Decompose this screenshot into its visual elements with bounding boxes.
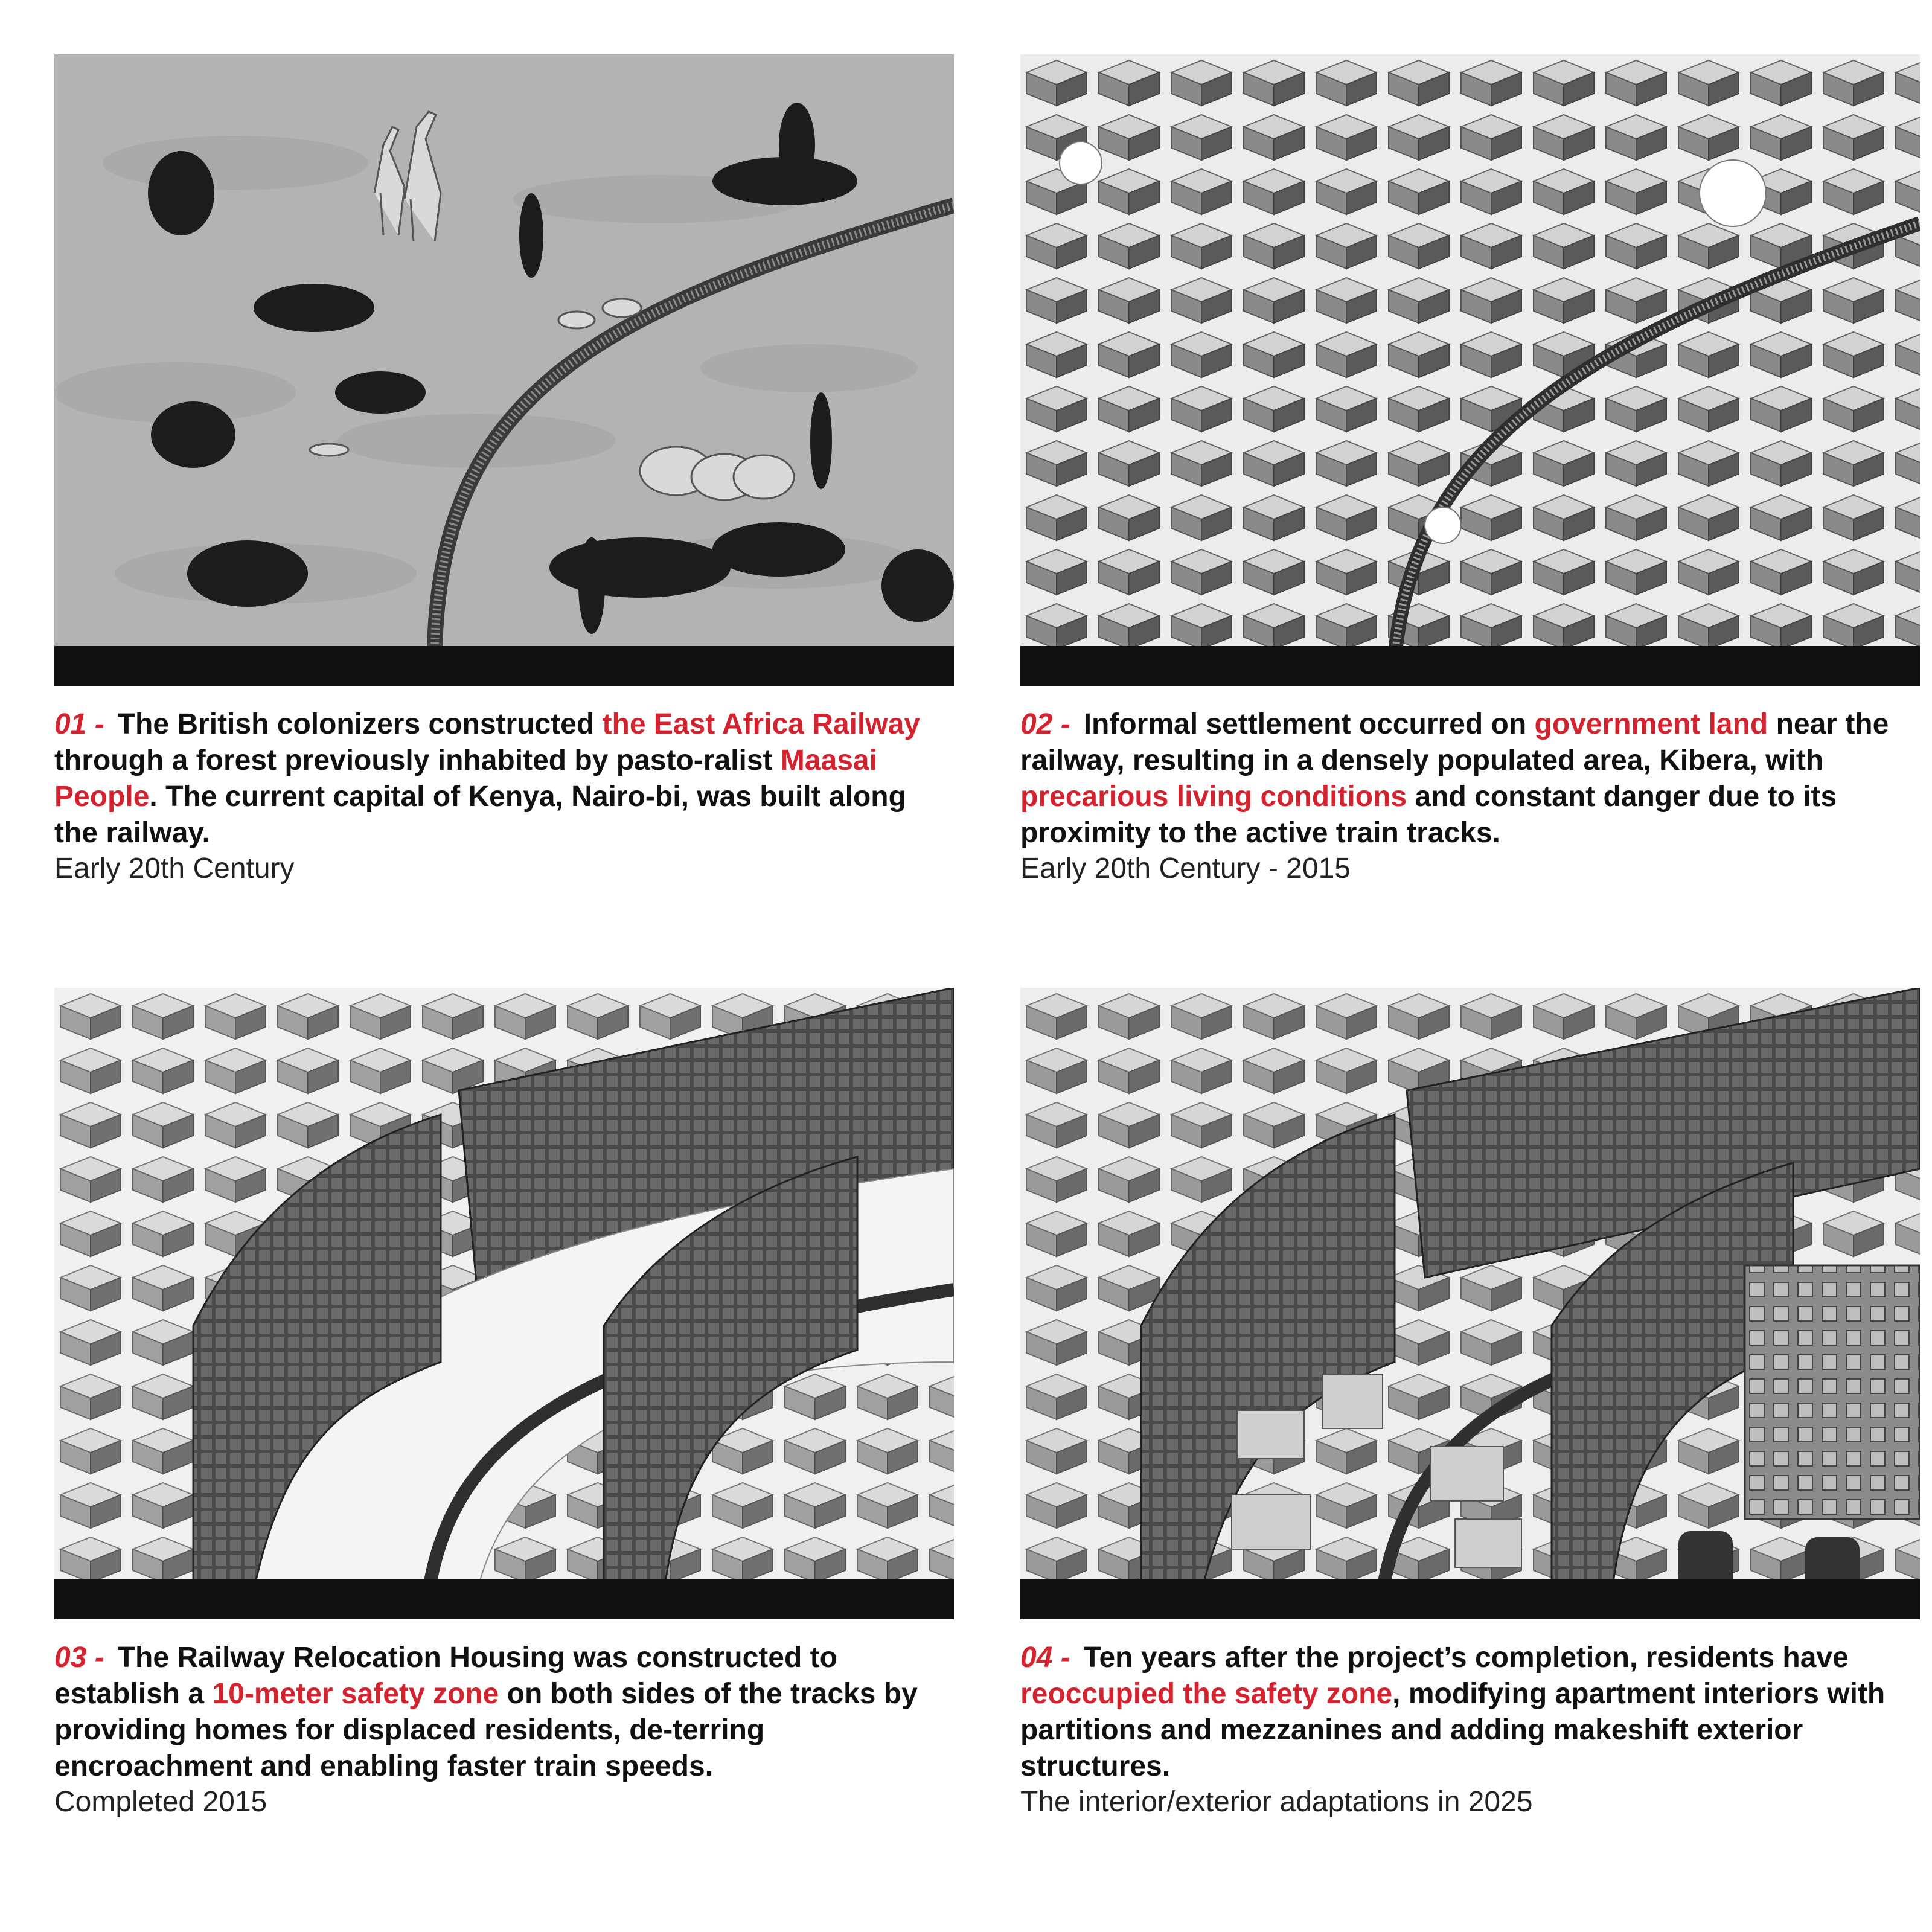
caption-segment: The Railway Relocation Housing was constructed to establish a bbox=[54, 1642, 837, 1710]
panel-02 bbox=[1020, 54, 1920, 884]
reoccupation-scene bbox=[1020, 988, 1920, 1619]
caption-highlight: 10-meter safety zone bbox=[212, 1678, 499, 1710]
tree-cluster bbox=[148, 151, 214, 235]
caption-segment: Informal settlement occurred on bbox=[1083, 708, 1535, 740]
ground-strip bbox=[1020, 646, 1920, 686]
illustration-02-settlement bbox=[1020, 54, 1920, 686]
caption-highlight: reoccupied the safety zone bbox=[1020, 1678, 1393, 1710]
caption-main-text bbox=[1020, 706, 1920, 851]
caption-segment: . The current capital of Kenya, Nairo-bi, was built along the railway. bbox=[54, 781, 906, 849]
caption-segment: , modifying apartment interiors with partitions and mezzanines and adding makeshift exterior structures. bbox=[1020, 1678, 1886, 1782]
caption-period: Early 20th Century bbox=[54, 852, 295, 884]
panel-number: 01 - bbox=[54, 708, 104, 740]
caption-01 bbox=[54, 706, 954, 886]
caption-02 bbox=[1020, 706, 1920, 886]
panel-number: 03 - bbox=[54, 1642, 104, 1674]
caption-main-text bbox=[54, 706, 954, 851]
panel-03 bbox=[54, 988, 954, 1818]
apartment-block-right bbox=[1745, 1265, 1920, 1519]
settlement-scene bbox=[1020, 54, 1920, 686]
caption-period: Completed 2015 bbox=[54, 1786, 267, 1818]
savanna-scene bbox=[54, 54, 954, 686]
caption-04 bbox=[1020, 1640, 1920, 1820]
caption-segment: through a forest previously inhabited by pasto-ralist bbox=[54, 744, 781, 776]
caption-segment: on both sides of the tracks by providing homes for displaced residents, de-terring encroachment and enabling faster train speeds. bbox=[54, 1678, 918, 1782]
caption-03 bbox=[54, 1640, 954, 1820]
ground-strip bbox=[54, 1579, 954, 1619]
panel-01 bbox=[54, 54, 954, 884]
ground-strip bbox=[1020, 1579, 1920, 1619]
panel-04 bbox=[1020, 988, 1920, 1818]
cheetah bbox=[310, 444, 348, 456]
panel-number: 04 - bbox=[1020, 1642, 1070, 1674]
caption-segment: and constant danger due to its proximity to the active train tracks. bbox=[1020, 781, 1837, 849]
caption-highlight: Maasai People bbox=[54, 744, 877, 813]
panel-number: 02 - bbox=[1020, 708, 1070, 740]
illustration-01-savanna bbox=[54, 54, 954, 686]
housing-scene bbox=[54, 988, 954, 1619]
caption-period: The interior/exterior adaptations in 2025 bbox=[1020, 1786, 1533, 1818]
caption-segment: near the railway, resulting in a densely populated area, Kibera, with bbox=[1020, 708, 1889, 776]
caption-segment: The British colonizers constructed bbox=[117, 708, 603, 740]
giraffe-group bbox=[374, 112, 441, 242]
caption-highlight: the East Africa Railway bbox=[602, 708, 920, 740]
ground-strip bbox=[54, 646, 954, 686]
caption-main-text bbox=[1020, 1640, 1920, 1785]
illustration-03-relocation-housing bbox=[54, 988, 954, 1619]
illustration-04-reoccupation bbox=[1020, 988, 1920, 1619]
caption-highlight: government land bbox=[1534, 708, 1768, 740]
caption-main-text bbox=[54, 1640, 954, 1785]
caption-period: Early 20th Century - 2015 bbox=[1020, 852, 1351, 884]
caption-highlight: precarious living conditions bbox=[1020, 781, 1407, 813]
elephant-herd bbox=[640, 447, 794, 500]
caption-segment: Ten years after the project’s completion, residents have bbox=[1083, 1642, 1849, 1674]
